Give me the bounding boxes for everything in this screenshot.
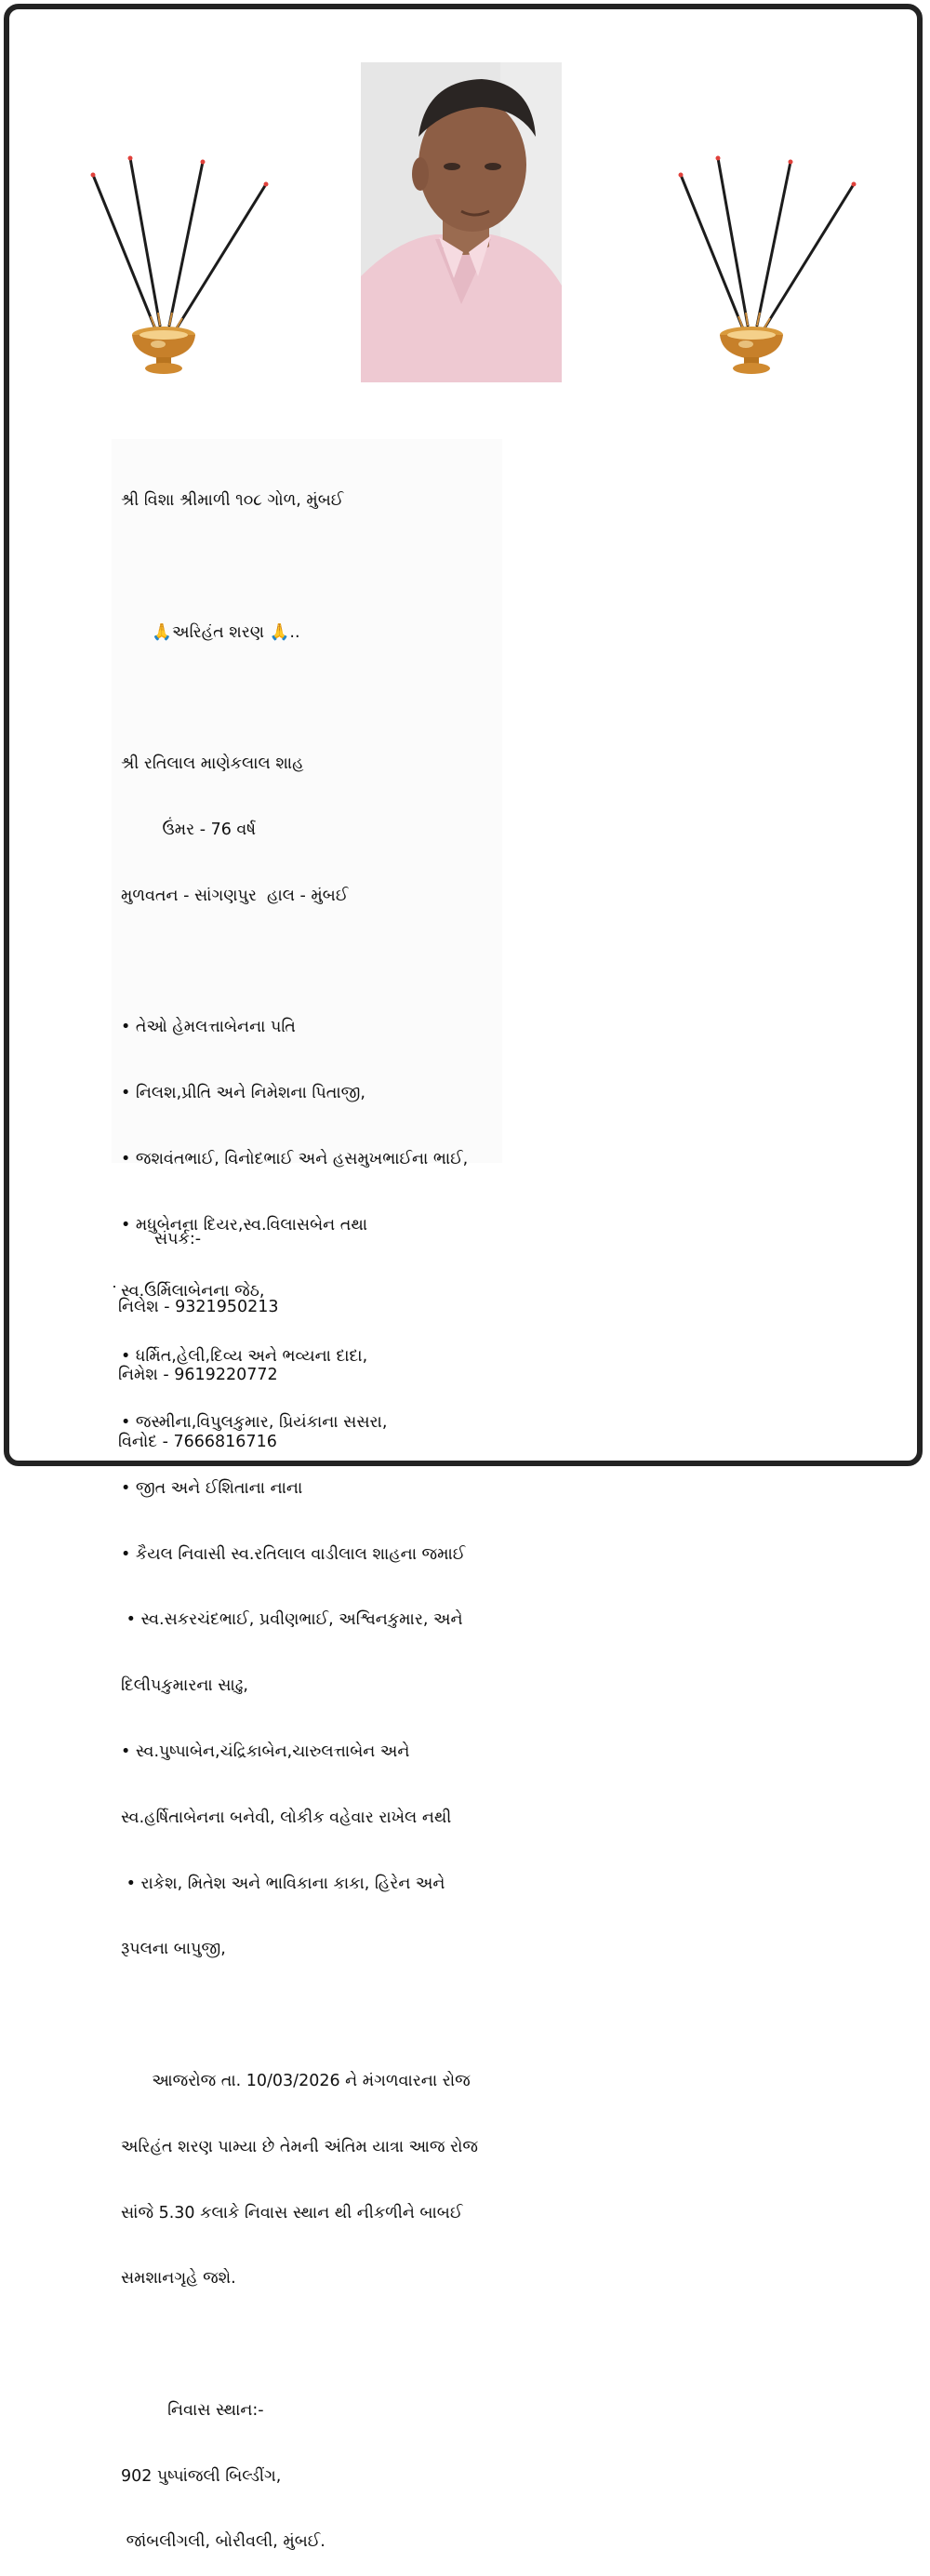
- blank-line: [121, 2005, 512, 2027]
- relation-line: • મધુબેનના દિયર,સ્વ.વિલાસબેન તથા: [121, 1215, 368, 1235]
- relation-line: • કૈયલ નિવાસી સ્વ.રતિલાલ વાડીલાલ શાહના જમાઈ: [121, 1544, 466, 1564]
- relation-line: દિલીપકુમારના સાઢુ,: [121, 1676, 248, 1696]
- residence-address-line: જાંબલીગલી, બોરીવલી, મુંબઈ.: [121, 2532, 326, 2552]
- relation-line: • નિલશ,પ્રીતિ અને નિમેશના પિતાજી,: [121, 1084, 365, 1103]
- incense-holder-right-icon: [673, 149, 869, 381]
- portrait-photo: [361, 62, 562, 382]
- incense-holder-left-icon: [86, 149, 281, 381]
- contact-line: નિમેશ - 9619220772: [118, 1365, 278, 1384]
- relation-line: • જસ્મીના,વિપુલકુમાર, પ્રિયંકાના સસરા,: [121, 1413, 388, 1433]
- funeral-line: સાંજે 5.30 કલાકે નિવાસ સ્થાન થી નીકળીને બાબઈ: [121, 2203, 463, 2222]
- funeral-line: અરિહંત શરણ પામ્યા છે તેમની અંતિમ યાત્રા આજ રોજ: [121, 2137, 478, 2156]
- line-age: ઉંમર - 76 વર્ષ: [121, 821, 257, 840]
- relation-line: • સ્વ.પુષ્પાબેન,ચંદ્રિકાબેન,ચારુલત્તાબેન અને: [121, 1742, 410, 1762]
- residence-address-line: 902 પુષ્પાંજલી બિલ્ડીંગ,: [121, 2466, 282, 2486]
- contact-line: નિલેશ - 9321950213: [118, 1298, 279, 1316]
- trailing-mark: [113, 1286, 115, 1288]
- blank-line: [121, 2334, 512, 2356]
- relation-line: • રાકેશ, મિતેશ અને ભાવિકાના કાકા, હિરેન અને: [121, 1874, 445, 1893]
- relation-line: સ્વ.હર્ષિતાબેનના બનેવી, લોકીક વહેવાર રાખેલ નથી: [121, 1808, 452, 1827]
- contacts-block: [118, 1183, 279, 1476]
- obituary-text: [121, 447, 512, 2576]
- relation-line: • સ્વ.સકરચંદભાઈ, પ્રવીણભાઈ, અશ્વિનકુમાર, અને: [121, 1610, 463, 1630]
- relation-line: • જશવંતભાઈ, વિનોદભાઈ અને હસમુખભાઈના ભાઈ,: [121, 1150, 469, 1168]
- relation-line: • તેઓ હેમલત્તાબેનના પતિ: [121, 1018, 296, 1037]
- funeral-line: આજરોજ તા. 10/03/2026 ને મંગળવારના રોજ: [121, 2071, 471, 2090]
- blank-line: [121, 952, 512, 974]
- contacts-heading: સંપર્ક:-: [118, 1230, 202, 1249]
- residence-heading: નિવાસ સ્થાન:-: [121, 2400, 264, 2420]
- relation-line: રૂપલના બાપુજી,: [121, 1940, 226, 1959]
- relation-line: • જીત અને ઈશિતાના નાના: [121, 1478, 303, 1498]
- relation-line: સ્વ.ઉર્મિલાબેનના જેઠ,: [121, 1281, 265, 1301]
- contact-line: વિનોદ - 7666816716: [118, 1433, 277, 1452]
- line-arihant-sharan: 🙏અરિહંત શરણ 🙏..: [121, 622, 300, 642]
- relation-line: • ધર્મિત,હેલી,દિવ્ય અને ભવ્યના દાદા,: [121, 1347, 368, 1367]
- blank-line: [121, 556, 512, 579]
- line-association: શ્રી વિશા શ્રીમાળી ૧૦૮ ગોળ, મુંબઈ: [121, 491, 344, 511]
- line-native-place: મુળવતન - સાંગણપુર હાલ - મુંબઈ: [121, 886, 349, 905]
- line-deceased-name: શ્રી રતિલાલ માણેકલાલ શાહ: [121, 754, 304, 774]
- funeral-line: સમશાનગૃહે જશે.: [121, 2269, 236, 2289]
- blank-line: [121, 688, 512, 711]
